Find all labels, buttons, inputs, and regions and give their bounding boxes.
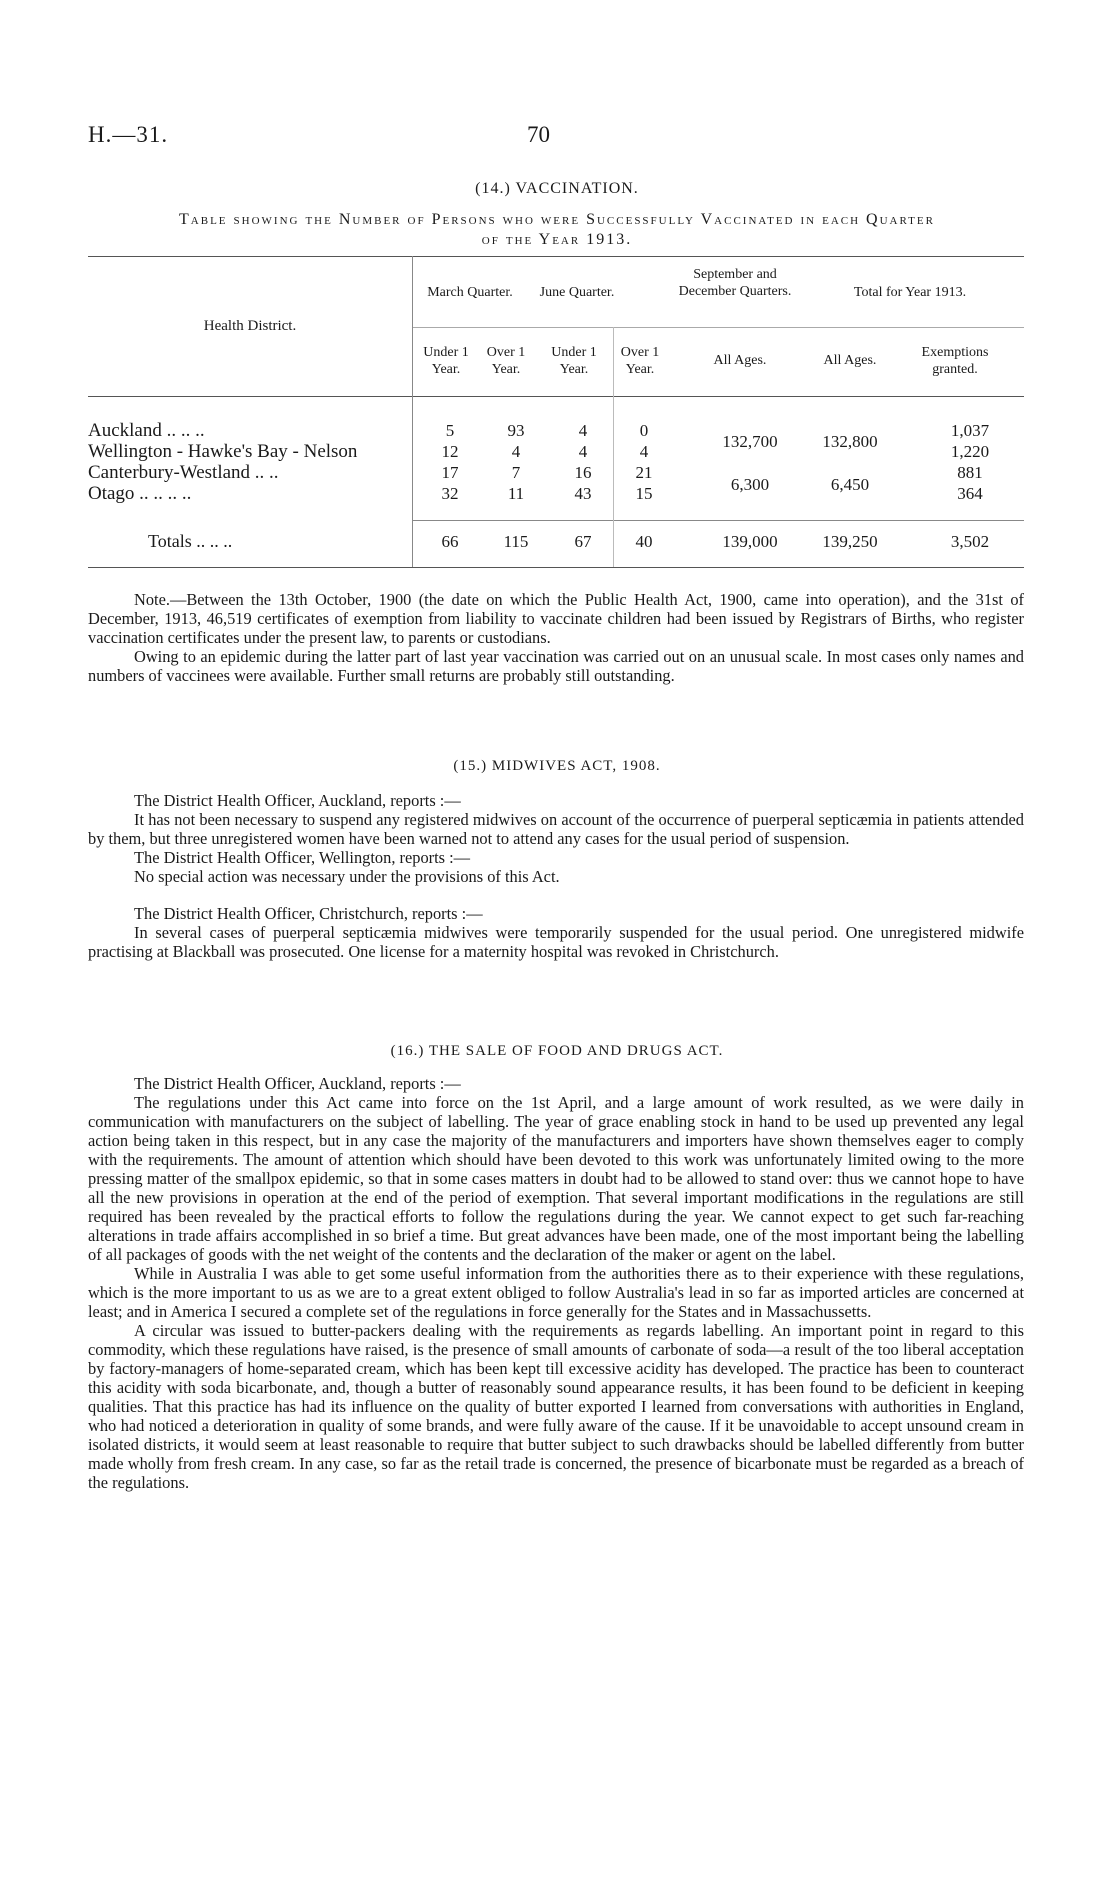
cell-exemptions: 1,220 <box>950 442 990 461</box>
page-number: 70 <box>527 122 550 147</box>
cell-june-under: 4 <box>578 442 588 461</box>
total-march-over: 115 <box>503 532 529 551</box>
report-intro: The District Health Officer, Auckland, reports :— <box>134 1074 461 1093</box>
header-june: June Quarter. <box>539 285 615 300</box>
cell-june-under: 4 <box>578 421 588 440</box>
cell-march-over: 93 <box>507 421 525 440</box>
total-june-over: 40 <box>635 532 653 551</box>
cell-june-under: 16 <box>574 463 592 482</box>
total-june-under: 67 <box>574 532 592 551</box>
cell-group2-total: 6,450 <box>830 475 870 494</box>
sub-over-march: Over 1 Year. <box>486 345 526 377</box>
header-district: Health District. <box>203 318 297 334</box>
cell-june-over: 15 <box>635 484 653 503</box>
sub-under-june: Under 1 Year. <box>551 345 597 377</box>
cell-june-under: 43 <box>574 484 592 503</box>
table-title <box>0 210 1114 250</box>
header-march: March Quarter. <box>427 285 513 300</box>
cell-march-over: 7 <box>511 463 521 482</box>
cell-march-under: 32 <box>441 484 459 503</box>
vaccination-heading: (14.) VACCINATION. <box>475 180 639 197</box>
cell-exemptions: 1,037 <box>950 421 990 440</box>
midwives-heading: (15.) MIDWIVES ACT, 1908. <box>453 758 661 774</box>
midwives-block <box>88 791 1024 961</box>
food-drugs-block <box>88 1074 1024 1492</box>
cell-june-over: 4 <box>639 442 649 461</box>
cell-march-under: 17 <box>441 463 459 482</box>
sub-over-june: Over 1 Year. <box>620 345 660 377</box>
sub-allages-sep: All Ages. <box>713 353 767 368</box>
note-paragraph: Note.—Between the 13th October, 1900 (the date on which the Public Health Act, 1900, came into operation), and the 31st of December, 1913, 46,519 certificates of exemption from liability to vaccinate children had been issued by Registrars of Births, who register vaccination certificates under the present law, to parents or custodians. <box>88 590 1024 647</box>
cell-june-over: 21 <box>635 463 653 482</box>
note-block <box>88 590 1024 685</box>
row-district-wellington: Wellington - Hawke's Bay - Nelson <box>88 441 358 462</box>
table-title-line2: of the Year 1913. <box>481 231 633 248</box>
cell-group1-total: 132,800 <box>822 432 878 451</box>
note-paragraph: Owing to an epidemic during the latter part of last year vaccination was carried out on an unusual scale. In most cases only names and numbers of vaccinees were available. Further small returns are probably still outstanding. <box>88 647 1024 685</box>
cell-march-under: 12 <box>441 442 459 461</box>
header-sep-dec: September and December Quarters. <box>678 267 792 299</box>
sub-exemptions: Exemptions granted. <box>921 345 989 377</box>
cell-march-over: 4 <box>511 442 521 461</box>
cell-group2-sepdec: 6,300 <box>730 475 770 494</box>
cell-march-over: 11 <box>507 484 525 503</box>
row-district-auckland: Auckland .. .. .. <box>88 420 205 441</box>
table-bottom-rule <box>88 567 1024 568</box>
cell-march-under: 5 <box>445 421 455 440</box>
total-year: 139,250 <box>822 532 878 551</box>
totals-label: Totals .. .. .. <box>148 531 233 551</box>
report-intro: The District Health Officer, Christchurch, reports :— <box>134 904 483 923</box>
cell-exemptions: 881 <box>957 463 983 482</box>
report-paragraph: A circular was issued to butter-packers dealing with the requirements as regards labelling. An important point in regard to this commodity, which these regulations have raised, is the presence of small amounts of carbonate of soda—a result of the too liberal acceptation by factory-managers of home-separated cream, which has been kept till excessive acidity has developed. The practice has been to counteract this acidity with soda bicarbonate, and, though a butter of reasonably sound appearance results, it has been found to be deficient in keeping qualities. That this practice has had its influence on the quality of butter exported I learned from conversations with authorities in England, who had noticed a deterioration in quality of some brands, and were fully aware of the cause. If it be unavoidable to accept unsound cream in isolated districts, it would seem at least reasonable to require that butter subject to such drawbacks should be labelled differently from butter made wholly from fresh cream. In any case, so far as the retail trade is concerned, the presence of bicarbonate must be regarded as a breach of the regulations. <box>88 1321 1024 1492</box>
sub-under-march: Under 1 Year. <box>423 345 469 377</box>
total-exemptions: 3,502 <box>950 532 990 551</box>
report-intro: The District Health Officer, Auckland, reports :— <box>134 791 461 810</box>
cell-group1-sepdec: 132,700 <box>722 432 778 451</box>
report-paragraph: The regulations under this Act came into force on the 1st April, and a large amount of work resulted, as we were daily in communication with manufacturers on the subject of labelling. The year of grace enabling stock in hand to be used up prevented any legal action being taken in this respect, but in any case the majority of the manufacturers and importers have shown themselves eager to comply with the requirements. The amount of attention which should have been devoted to this work was unfortunately limited owing to the more pressing matter of the smallpox epidemic, so that in some cases matters in doubt had to be allowed to stand over: thus we cannot hope to have all the new provisions in operation at the end of the period of exemption. That several important modifications in the regulations are still required has been revealed by the practical efforts to follow the regulations during the year. We cannot expect to get such far-reaching alterations in trade affairs accomplished in so brief a time. But great advances have been made, one of the most important being the labelling of all packages of goods with the net weight of the contents and the declaration of the maker or agent on the label. <box>88 1093 1024 1264</box>
food-drugs-heading: (16.) THE SALE OF FOOD AND DRUGS ACT. <box>390 1043 724 1059</box>
report-intro: The District Health Officer, Wellington, reports :— <box>134 848 471 867</box>
row-district-otago: Otago .. .. .. .. <box>88 483 192 504</box>
table-mid-rule <box>412 327 1024 328</box>
report-paragraph: In several cases of puerperal septicæmia midwives were temporarily suspended for the usual period. One unregistered midwife practising at Blackball was prosecuted. One license for a maternity hospital was revoked in Christchurch. <box>88 923 1024 961</box>
table-top-rule <box>88 256 1024 257</box>
report-paragraph: It has not been necessary to suspend any registered midwives on account of the occurrence of puerperal septicæmia in patients attended by them, but three unregistered women have been warned not to attend any cases for the usual period of suspension. <box>88 810 1024 848</box>
cell-exemptions: 364 <box>957 484 983 503</box>
sub-allages-total: All Ages. <box>823 353 877 368</box>
table-header-rule <box>88 396 1024 397</box>
table-title-line1: Table showing the Number of Persons who were Successfully Vaccinated in each Quarter <box>179 211 935 228</box>
page-reference: H.—31. <box>88 122 169 147</box>
col-divider <box>412 256 413 567</box>
row-district-canterbury: Canterbury-Westland .. .. <box>88 462 279 483</box>
header-total: Total for Year 1913. <box>853 285 967 300</box>
cell-june-over: 0 <box>639 421 649 440</box>
report-paragraph: No special action was necessary under the provisions of this Act. <box>134 867 560 886</box>
total-march-under: 66 <box>441 532 459 551</box>
table-sum-rule <box>412 520 1024 521</box>
total-sepdec: 139,000 <box>722 532 778 551</box>
report-paragraph: While in Australia I was able to get some useful information from the authorities there as to their experience with these regulations, which is the more important to us as we are to a great extent obliged to follow Australia's lead in so far as imported articles are concerned at least; and in America I secured a complete set of the regulations in force generally for the States and in Massachussetts. <box>88 1264 1024 1321</box>
